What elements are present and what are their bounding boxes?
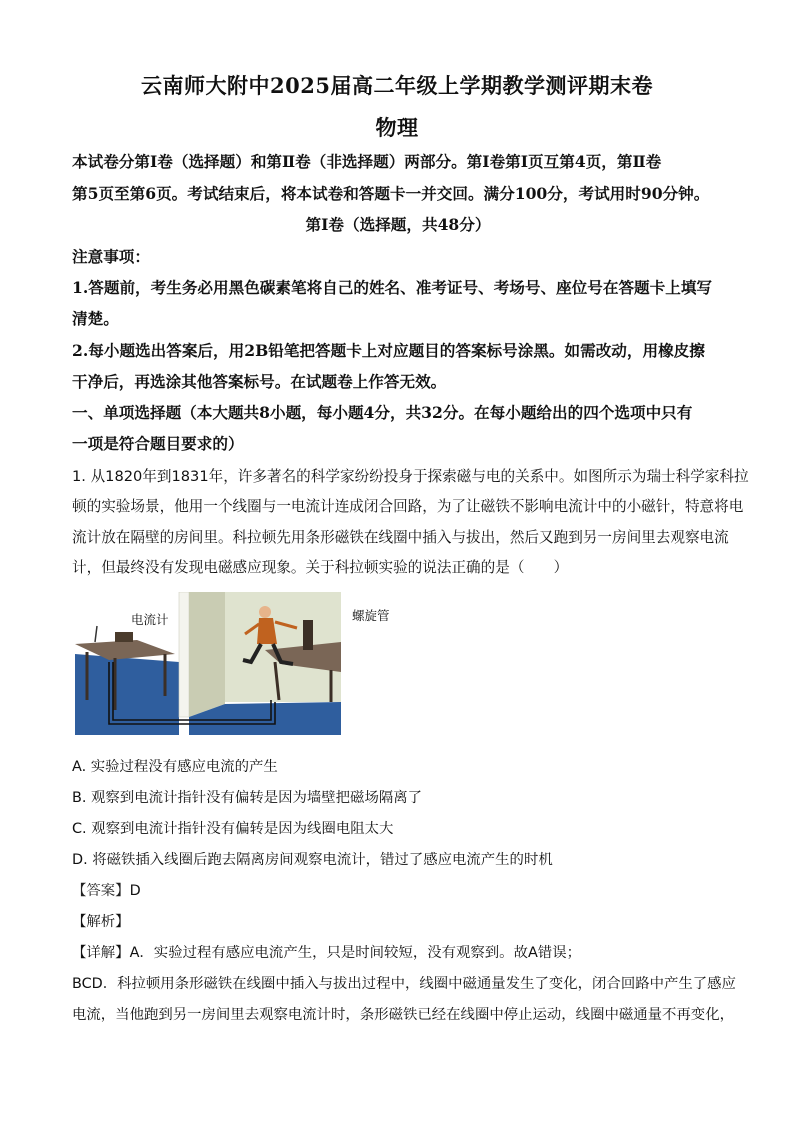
notice-line-1: 1.答题前，考生务必用黑色碳素笔将自己的姓名、准考证号、考场号、座位号在答题卡上填写 — [72, 278, 713, 297]
galvanometer-icon — [115, 632, 133, 642]
analysis-tag: 【解析】 — [72, 914, 130, 930]
option-a: A. 实验过程没有感应电流的产生 — [72, 759, 278, 775]
subject-title: 物理 — [375, 115, 419, 140]
detail-line-3: 电流，当他跑到另一房间里去观察电流计时，条形磁铁已经在线圈中停止运动，线圈中磁通量不再变化， — [72, 1007, 734, 1023]
option-d: D. 将磁铁插入线圈后跑去隔离房间观察电流计，错过了感应电流产生的时机 — [72, 852, 553, 868]
question1-line-3: 流计放在隔壁的房间里。科拉顿先用条形磁铁在线圈中插入与拔出，然后又跑到另一房间里去观察电流 — [72, 529, 729, 546]
notice-line-3: 2.每小题选出答案后，用2B铅笔把答题卡上对应题目的答案标号涂黑。如需改动，用橡皮擦 — [72, 341, 705, 360]
detail-line-1: 【详解】A．实验过程有感应电流产生，只是时间较短，没有观察到。故A错误； — [72, 945, 581, 961]
detail-line-2: BCD．科拉顿用条形磁铁在线圈中插入与拔出过程中，线圈中磁通量发生了变化，闭合回路中产生了感应 — [72, 976, 736, 992]
part1-line-2: 一项是符合题目要求的） — [72, 434, 244, 453]
answer-value: D — [129, 883, 141, 899]
solenoid-coil-icon — [303, 620, 313, 650]
answer-tag: 【答案】 — [72, 883, 130, 899]
option-c: C. 观察到电流计指针没有偏转是因为线圈电阻太大 — [72, 821, 394, 837]
experiment-scene-svg — [75, 592, 341, 735]
question1-line-4: 计，但最终没有发现电磁感应现象。关于科拉顿实验的说法正确的是（ ） — [72, 559, 569, 576]
intro-line-1: 本试卷分第Ⅰ卷（选择题）和第Ⅱ卷（非选择题）两部分。第Ⅰ卷第Ⅰ页互第4页，第Ⅱ卷 — [72, 152, 662, 171]
right-wall-shadow — [189, 592, 225, 717]
question1-line-1: 1. 从1820年到1831年，许多著名的科学家纷纷投身于探索磁与电的关系中。如图所示为瑞士科学家科拉 — [72, 468, 749, 485]
option-b: B. 观察到电流计指针没有偏转是因为墙壁把磁场隔离了 — [72, 790, 423, 806]
section-title: 第Ⅰ卷（选择题，共48分） — [305, 215, 491, 234]
question1-line-2: 顿的实验场景，他用一个线圈与一电流计连成闭合回路，为了让磁铁不影响电流计中的小磁针，特意将电 — [72, 498, 744, 515]
notice-heading: 注意事项： — [72, 247, 150, 266]
exam-title: 云南师大附中2025届高二年级上学期教学测评期末卷 — [141, 73, 653, 98]
partition-wall — [179, 592, 189, 717]
experiment-illustration — [75, 592, 341, 735]
notice-line-4: 干净后，再选涂其他答案标号。在试题卷上作答无效。 — [72, 372, 447, 391]
intro-line-2: 第5页至第6页。考试结束后，将本试卷和答题卡一并交回。满分100分，考试用时90分钟。 — [72, 184, 710, 203]
notice-line-2: 清楚。 — [72, 309, 119, 328]
part1-line-1: 一、单项选择题（本大题共8小题，每小题4分，共32分。在每小题给出的四个选项中只有 — [72, 403, 693, 422]
solenoid-label: 螺旋管 — [352, 608, 390, 623]
left-floor — [75, 654, 179, 735]
galvanometer-label: 电流计 — [131, 612, 169, 627]
answer-line — [72, 879, 724, 900]
